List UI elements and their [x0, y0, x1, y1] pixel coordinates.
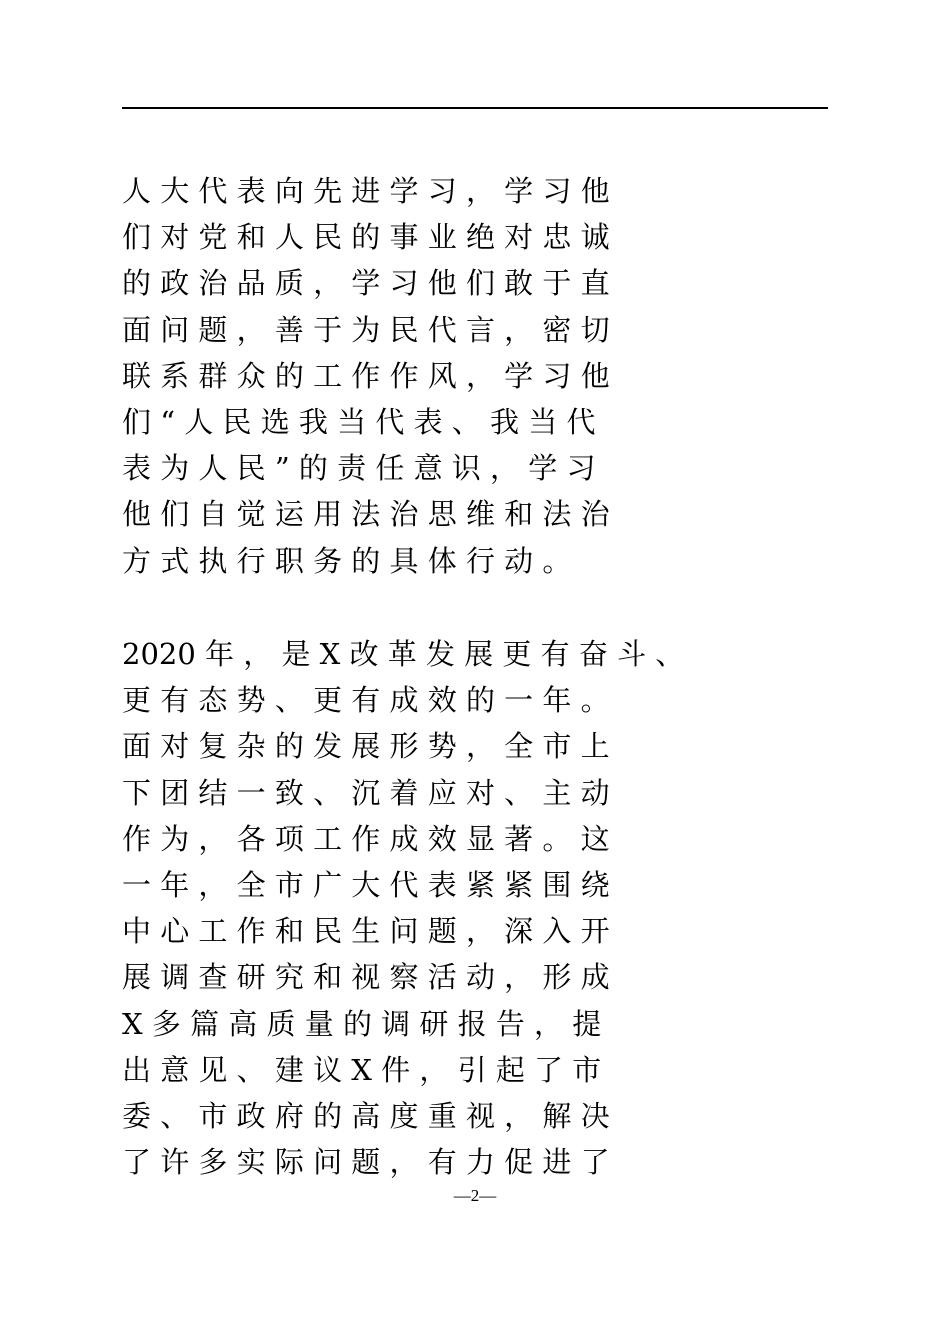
text-line: 面 问 题 ， 善 于 为 民 代 言 ， 密 切 — [122, 312, 610, 347]
text-line: 表 为 人 民 ” 的 责 任 意 识 ， 学 习 — [122, 451, 596, 486]
text-line: 了 许 多 实 际 问 题 ， 有 力 促 进 了 — [122, 1145, 610, 1180]
text-line: 们 “ 人 民 选 我 当 代 表 、 我 当 代 — [122, 404, 596, 439]
text-line: 2020 年 ， 是 X 改 革 发 展 更 有 奋 斗 、 — [122, 637, 685, 671]
text-line: 中 心 工 作 和 民 生 问 题 ， 深 入 开 — [122, 914, 610, 949]
text-line: 的 政 治 品 质 ， 学 习 他 们 敢 于 直 — [122, 266, 610, 301]
text-line: 下 团 结 一 致 、 沉 着 应 对 、 主 动 — [122, 775, 610, 810]
text-line: 面 对 复 杂 的 发 展 形 势 ， 全 市 上 — [122, 729, 610, 764]
text-line: 们 对 党 和 人 民 的 事 业 绝 对 忠 诚 — [122, 220, 610, 255]
text-line: 出 意 见 、 建 议 X 件 ， 引 起 了 市 — [122, 1052, 602, 1087]
text-line: 委 、 市 政 府 的 高 度 重 视 ， 解 决 — [122, 1098, 610, 1133]
text-line: X 多 篇 高 质 量 的 调 研 报 告 ， 提 — [122, 1006, 602, 1041]
text-line: 更 有 态 势 、 更 有 成 效 的 一 年 。 — [122, 683, 610, 718]
text-line: 一 年 ， 全 市 广 大 代 表 紧 紧 围 绕 — [122, 867, 610, 902]
text-line: 人 大 代 表 向 先 进 学 习 ， 学 习 他 — [122, 174, 610, 208]
text-line: 作 为 ， 各 项 工 作 成 效 显 著 。 这 — [122, 821, 610, 856]
text-line: 联 系 群 众 的 工 作 作 风 ， 学 习 他 — [122, 358, 610, 393]
text-line: 展 调 查 研 究 和 视 察 活 动 ， 形 成 — [122, 960, 610, 995]
text-line: 方 式 执 行 职 务 的 具 体 行 动 。 — [122, 543, 572, 578]
paragraph-2 — [122, 631, 862, 1185]
paragraph-1 — [122, 168, 862, 584]
page-number: —2— — [453, 1186, 497, 1205]
header-rule — [122, 107, 828, 109]
text-line: 他 们 自 觉 运 用 法 治 思 维 和 法 治 — [122, 497, 610, 532]
